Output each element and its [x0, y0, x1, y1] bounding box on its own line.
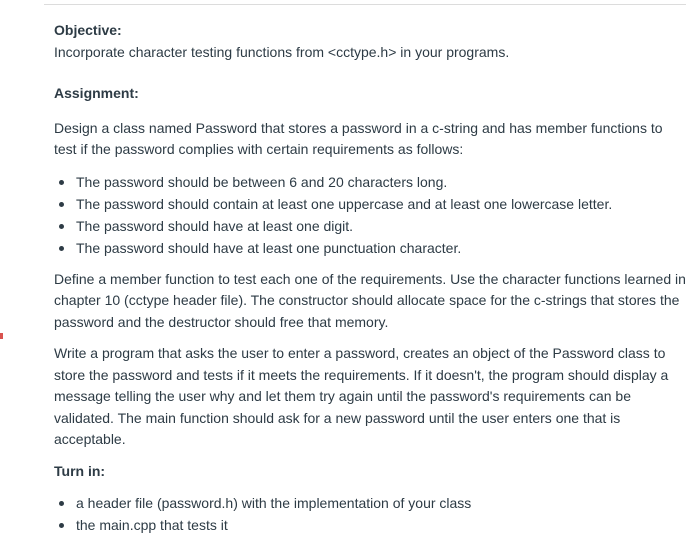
turn-in-heading: Turn in:: [54, 462, 106, 479]
list-item: The password should have at least one digit.: [76, 215, 686, 237]
left-edge-marker: [0, 333, 3, 339]
program-paragraph: Write a program that asks the user to enter a password, creates an object of the Password class to store the password and tests if it meets the requirements. If it doesn't, the program should display a message telling the user why and let them try again until the password's requirements can be validated. The main function should ask for a new password until the user enters one that is acceptable.: [54, 345, 669, 447]
objective-section: [54, 20, 686, 63]
assignment-intro: Design a class named Password that stores a password in a c-string and has member functions to test if the password complies with certain requirements as follows:: [54, 119, 663, 157]
member-function-paragraph: Define a member function to test each one of the requirements. Use the character functions learned in chapter 10 (cctype header file). The constructor should allocate space for the c-strings that stores the password and the destructor should free that memory.: [54, 270, 686, 330]
assignment-heading: Assignment:: [54, 85, 139, 101]
assignment-content: [54, 20, 686, 546]
requirements-list: [54, 171, 686, 259]
top-divider: [44, 4, 686, 5]
turn-in-list: [54, 492, 686, 536]
objective-heading: Objective:: [54, 22, 122, 38]
list-item: The password should be between 6 and 20 characters long.: [76, 171, 686, 193]
list-item: a header file (password.h) with the implementation of your class: [76, 492, 686, 514]
list-item: the main.cpp that tests it: [76, 514, 686, 536]
list-item: The password should have at least one punctuation character.: [76, 237, 686, 259]
list-item: The password should contain at least one uppercase and at least one lowercase letter.: [76, 193, 686, 215]
objective-text: Incorporate character testing functions from <cctype.h> in your programs.: [54, 43, 510, 60]
